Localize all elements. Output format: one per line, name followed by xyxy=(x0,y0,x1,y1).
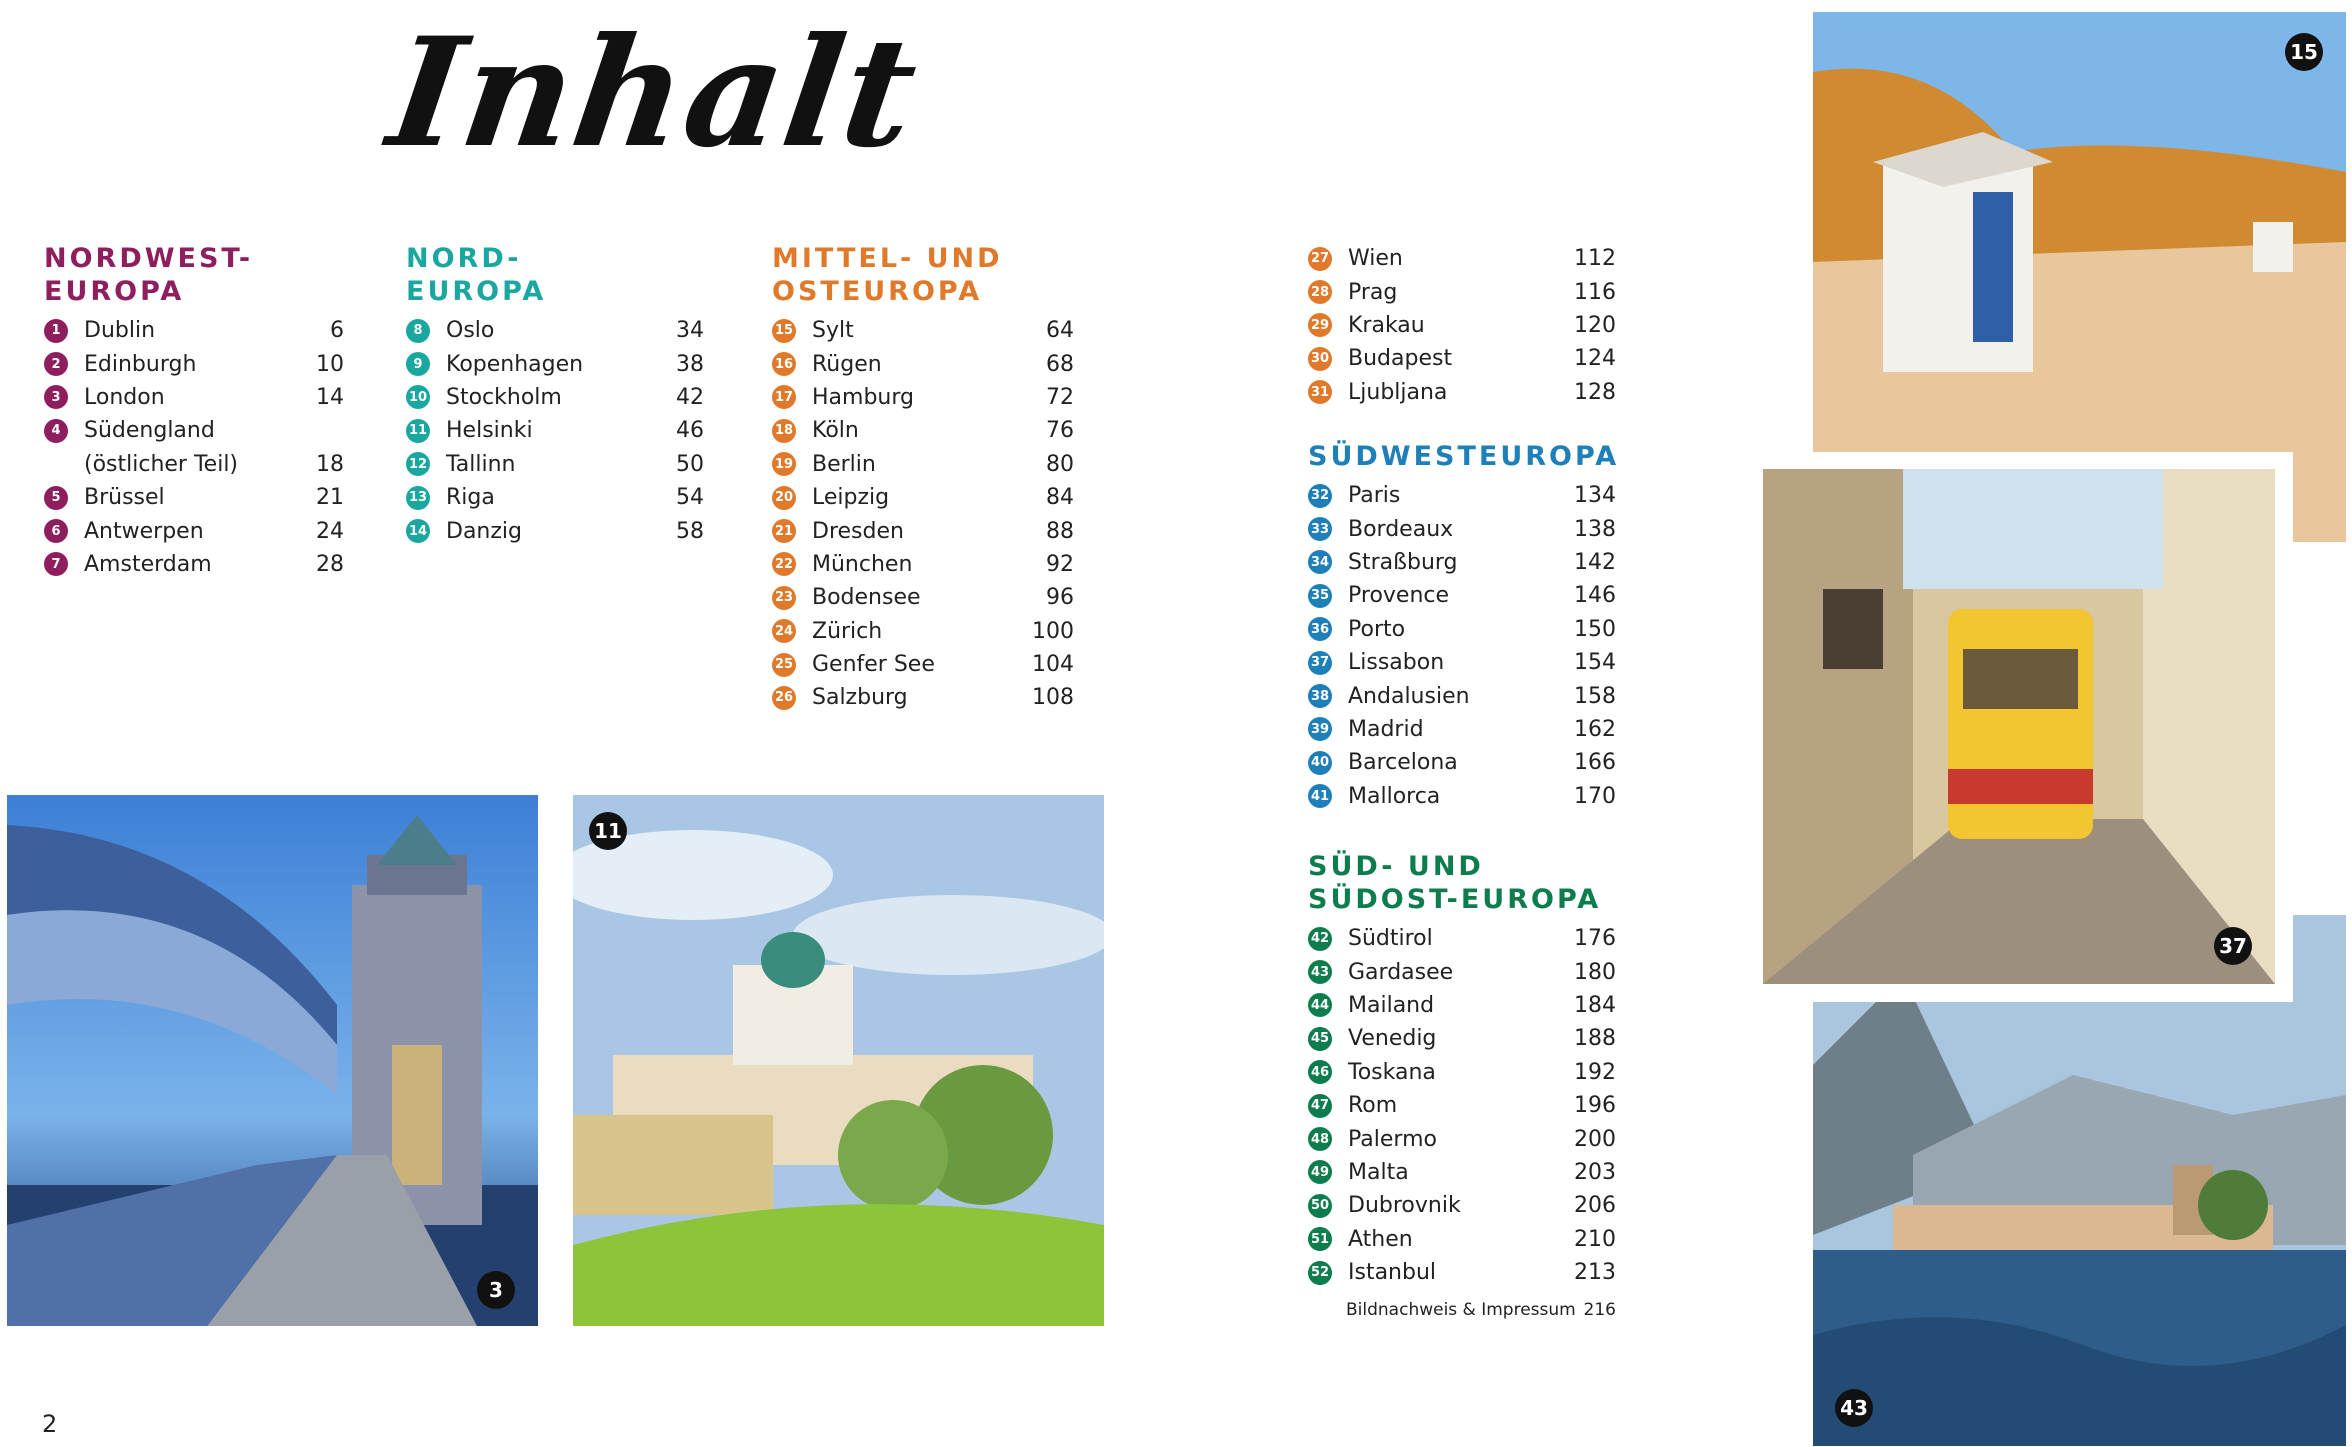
entry-name: Südengland xyxy=(84,418,215,444)
entry-number-badge: 2 xyxy=(44,352,68,376)
entry-page: 38 xyxy=(676,351,704,377)
section-heading xyxy=(44,242,344,308)
section-heading-line: EUROPA xyxy=(44,276,185,307)
entry-page: 34 xyxy=(676,318,704,344)
entry-page: 14 xyxy=(316,384,344,410)
entry-name: London xyxy=(84,384,165,410)
entry-page: 142 xyxy=(1574,549,1616,575)
entry-page: 206 xyxy=(1574,1193,1616,1219)
toc-entry xyxy=(772,414,1074,447)
toc-entry xyxy=(1308,989,1616,1022)
entry-page: 10 xyxy=(316,351,344,377)
toc-entry xyxy=(406,347,704,380)
entry-number-badge: 18 xyxy=(772,419,796,443)
entry-page: 46 xyxy=(676,418,704,444)
entry-name: Prag xyxy=(1348,279,1398,305)
toc-entry xyxy=(772,347,1074,380)
toc-entry xyxy=(772,381,1074,414)
entry-name: Dubrovnik xyxy=(1348,1193,1461,1219)
toc-entry xyxy=(1308,242,1616,275)
entry-name: Palermo xyxy=(1348,1126,1437,1152)
photo-badge-sylt: 15 xyxy=(2285,33,2323,71)
toc-entry xyxy=(406,448,704,481)
section-heading-line: SÜDWESTEUROPA xyxy=(1308,441,1620,472)
toc-entry xyxy=(1308,780,1616,813)
toc-entry xyxy=(406,414,704,447)
entry-name: Rügen xyxy=(812,351,882,377)
entry-page: 192 xyxy=(1574,1059,1616,1085)
entry-number-badge: 23 xyxy=(772,586,796,610)
entry-name-continued: (östlicher Teil) xyxy=(84,451,239,477)
entry-page: 188 xyxy=(1574,1026,1616,1052)
entry-number-badge: 39 xyxy=(1308,717,1332,741)
entry-page: 138 xyxy=(1574,516,1616,542)
entry-page: 108 xyxy=(1032,685,1074,711)
photo-lissabon xyxy=(1763,469,2275,984)
entry-number-badge: 12 xyxy=(406,452,430,476)
entry-name: Köln xyxy=(812,418,859,444)
entry-page: 203 xyxy=(1574,1159,1616,1185)
toc-entry xyxy=(44,314,344,347)
credits-label: Bildnachweis & Impressum xyxy=(1346,1300,1576,1320)
toc-entry xyxy=(1308,309,1616,342)
entry-number-badge: 35 xyxy=(1308,584,1332,608)
entry-number-badge: 3 xyxy=(44,385,68,409)
entry-number-badge: 33 xyxy=(1308,517,1332,541)
toc-entry xyxy=(44,381,344,414)
entry-number-badge: 26 xyxy=(772,686,796,710)
entry-page: 154 xyxy=(1574,650,1616,676)
credits-entry xyxy=(1346,1300,1616,1320)
entry-name: Hamburg xyxy=(812,384,914,410)
entry-number-badge: 32 xyxy=(1308,484,1332,508)
entry-number-badge: 51 xyxy=(1308,1227,1332,1251)
entry-name: Krakau xyxy=(1348,312,1425,338)
page-number: 2 xyxy=(42,1410,58,1438)
section-mittel-osteuropa-continued xyxy=(1308,242,1616,409)
section-nordeuropa xyxy=(406,242,704,548)
entry-page: 166 xyxy=(1574,750,1616,776)
entry-page: 120 xyxy=(1574,312,1616,338)
entry-page: 64 xyxy=(1046,318,1074,344)
entry-number-badge: 13 xyxy=(406,486,430,510)
entry-name: Provence xyxy=(1348,583,1450,609)
entry-number-badge: 5 xyxy=(44,486,68,510)
toc-entry xyxy=(1308,1223,1616,1256)
entry-number-badge: 24 xyxy=(772,619,796,643)
entry-name: München xyxy=(812,551,913,577)
entry-name: Genfer See xyxy=(812,652,935,678)
toc-entry xyxy=(1308,512,1616,545)
toc-entry xyxy=(1308,546,1616,579)
entry-number-badge: 14 xyxy=(406,519,430,543)
entry-page: 88 xyxy=(1046,518,1074,544)
section-heading xyxy=(1308,440,1620,473)
photo-london-tower-bridge xyxy=(7,795,538,1326)
section-heading-line: EUROPA xyxy=(406,276,547,307)
toc-entry xyxy=(1308,579,1616,612)
entry-number-badge: 10 xyxy=(406,385,430,409)
entry-name: Stockholm xyxy=(446,384,562,410)
entry-name: Budapest xyxy=(1348,346,1453,372)
entry-name: Rom xyxy=(1348,1093,1398,1119)
entry-page: 42 xyxy=(676,384,704,410)
photo-badge-london: 3 xyxy=(477,1271,515,1309)
entry-name: Berlin xyxy=(812,451,876,477)
photo-helsinki xyxy=(573,795,1104,1326)
entry-number-badge: 31 xyxy=(1308,380,1332,404)
lissabon-tram-illustration xyxy=(1763,469,2275,984)
entry-name: Lissabon xyxy=(1348,650,1445,676)
entry-name: Sylt xyxy=(812,318,854,344)
entry-number-badge: 50 xyxy=(1308,1194,1332,1218)
toc-entry xyxy=(1308,646,1616,679)
entry-page: 100 xyxy=(1032,618,1074,644)
toc-entry xyxy=(1308,746,1616,779)
toc-entry xyxy=(44,548,344,581)
entry-page: 92 xyxy=(1046,551,1074,577)
section-heading-line: SÜDOST-EUROPA xyxy=(1308,884,1602,915)
entry-page: 72 xyxy=(1046,384,1074,410)
entry-page: 76 xyxy=(1046,418,1074,444)
toc-entry xyxy=(772,514,1074,547)
entry-name: Andalusien xyxy=(1348,683,1470,709)
section-heading xyxy=(406,242,704,308)
entry-number-badge: 28 xyxy=(1308,280,1332,304)
toc-entry xyxy=(772,481,1074,514)
toc-entry xyxy=(772,448,1074,481)
entry-number-badge: 36 xyxy=(1308,617,1332,641)
entry-name: Antwerpen xyxy=(84,518,204,544)
section-nordwesteuropa xyxy=(44,242,344,581)
entry-name: Edinburgh xyxy=(84,351,197,377)
entry-page: 184 xyxy=(1574,992,1616,1018)
entry-page: 134 xyxy=(1574,483,1616,509)
entry-number-badge: 7 xyxy=(44,552,68,576)
entry-number-badge: 20 xyxy=(772,486,796,510)
entry-name: Malta xyxy=(1348,1159,1409,1185)
toc-entry xyxy=(772,581,1074,614)
entry-number-badge: 47 xyxy=(1308,1094,1332,1118)
toc-entry xyxy=(1308,342,1616,375)
entry-name: Riga xyxy=(446,485,495,511)
entry-number-badge: 41 xyxy=(1308,784,1332,808)
entry-page: 210 xyxy=(1574,1226,1616,1252)
entry-number-badge: 29 xyxy=(1308,313,1332,337)
entry-page: 124 xyxy=(1574,346,1616,372)
entry-name: Amsterdam xyxy=(84,551,212,577)
toc-entry xyxy=(406,514,704,547)
toc-entry xyxy=(1308,376,1616,409)
entry-name: Bodensee xyxy=(812,585,921,611)
photo-lissabon-frame xyxy=(1748,452,2293,1002)
entry-page: 162 xyxy=(1574,716,1616,742)
toc-entry xyxy=(1308,275,1616,308)
entry-name: Oslo xyxy=(446,318,495,344)
toc-entry xyxy=(1308,922,1616,955)
entry-page: 196 xyxy=(1574,1093,1616,1119)
entry-page: 21 xyxy=(316,485,344,511)
page-title: Inhalt xyxy=(379,5,929,181)
entry-page: 104 xyxy=(1032,652,1074,678)
section-heading xyxy=(772,242,1074,308)
entry-name: Mailand xyxy=(1348,992,1435,1018)
entry-number-badge: 43 xyxy=(1308,960,1332,984)
toc-entry xyxy=(1308,713,1616,746)
toc-entry xyxy=(1308,613,1616,646)
entry-page: 112 xyxy=(1574,246,1616,272)
entry-page: 58 xyxy=(676,518,704,544)
entry-name: Salzburg xyxy=(812,685,908,711)
entry-page: 28 xyxy=(316,551,344,577)
entry-name: Südtirol xyxy=(1348,926,1433,952)
entry-name: Dresden xyxy=(812,518,904,544)
entry-number-badge: 8 xyxy=(406,319,430,343)
toc-entry xyxy=(772,648,1074,681)
entry-number-badge: 19 xyxy=(772,452,796,476)
toc-entry xyxy=(44,514,344,547)
toc-entry xyxy=(406,481,704,514)
entry-page: 96 xyxy=(1046,585,1074,611)
entry-name: Porto xyxy=(1348,616,1406,642)
entry-page: 84 xyxy=(1046,485,1074,511)
entry-page: 150 xyxy=(1574,616,1616,642)
section-heading xyxy=(1308,850,1616,916)
entry-page: 158 xyxy=(1574,683,1616,709)
entry-number-badge: 15 xyxy=(772,319,796,343)
entry-number-badge: 42 xyxy=(1308,927,1332,951)
entry-name: Dublin xyxy=(84,318,156,344)
entry-number-badge: 30 xyxy=(1308,347,1332,371)
entry-number-badge: 37 xyxy=(1308,651,1332,675)
entry-page: 180 xyxy=(1574,959,1616,985)
entry-page: 200 xyxy=(1574,1126,1616,1152)
entry-number-badge: 27 xyxy=(1308,247,1332,271)
section-suedwesteuropa xyxy=(1308,440,1620,813)
entry-page: 146 xyxy=(1574,583,1616,609)
section-heading-line: NORDWEST- xyxy=(44,243,254,274)
entry-name: Brüssel xyxy=(84,485,165,511)
toc-entry xyxy=(1308,1156,1616,1189)
entry-number-badge: 1 xyxy=(44,319,68,343)
entry-number-badge: 22 xyxy=(772,552,796,576)
entry-name: Venedig xyxy=(1348,1026,1437,1052)
entry-number-badge: 16 xyxy=(772,352,796,376)
entry-name: Athen xyxy=(1348,1226,1413,1252)
entry-name: Leipzig xyxy=(812,485,890,511)
entry-page: 170 xyxy=(1574,783,1616,809)
entry-number-badge: 6 xyxy=(44,519,68,543)
toc-entry xyxy=(1308,955,1616,988)
entry-name: Gardasee xyxy=(1348,959,1454,985)
section-sued-suedosteuropa xyxy=(1308,850,1616,1289)
entry-name: Zürich xyxy=(812,618,883,644)
entry-page: 128 xyxy=(1574,379,1616,405)
entry-number-badge: 45 xyxy=(1308,1027,1332,1051)
entry-name: Barcelona xyxy=(1348,750,1458,776)
entry-number-badge: 17 xyxy=(772,385,796,409)
entry-number-badge: 34 xyxy=(1308,550,1332,574)
entry-number-badge: 4 xyxy=(44,419,68,443)
entry-number-badge: 9 xyxy=(406,352,430,376)
toc-entry xyxy=(772,548,1074,581)
photo-badge-helsinki: 11 xyxy=(589,812,627,850)
toc-entry xyxy=(1308,679,1616,712)
entry-number-badge: 44 xyxy=(1308,993,1332,1017)
entry-number-badge: 52 xyxy=(1308,1261,1332,1285)
credits-page: 216 xyxy=(1583,1300,1616,1320)
entry-name: Paris xyxy=(1348,483,1401,509)
entry-number-badge: 21 xyxy=(772,519,796,543)
toc-entry xyxy=(1308,1056,1616,1089)
entry-number-badge: 48 xyxy=(1308,1127,1332,1151)
toc-entry xyxy=(772,681,1074,714)
section-mittel-osteuropa xyxy=(772,242,1074,715)
entry-page: 54 xyxy=(676,485,704,511)
entry-page: 176 xyxy=(1574,926,1616,952)
entry-name: Madrid xyxy=(1348,716,1424,742)
toc-entry xyxy=(1308,479,1616,512)
entry-name: Mallorca xyxy=(1348,783,1441,809)
toc-entry xyxy=(44,347,344,380)
toc-entry xyxy=(406,381,704,414)
helsinki-illustration xyxy=(573,795,1104,1326)
entry-page: 80 xyxy=(1046,451,1074,477)
toc-entry xyxy=(44,481,344,514)
section-heading-line: NORD- xyxy=(406,243,522,274)
entry-name: Danzig xyxy=(446,518,522,544)
entry-name: Ljubljana xyxy=(1348,379,1448,405)
toc-entry xyxy=(1308,1022,1616,1055)
entry-name: Wien xyxy=(1348,246,1403,272)
entry-name: Toskana xyxy=(1348,1059,1436,1085)
entry-name: Helsinki xyxy=(446,418,533,444)
entry-page: 116 xyxy=(1574,279,1616,305)
entry-page: 50 xyxy=(676,451,704,477)
photo-badge-gardasee: 43 xyxy=(1835,1389,1873,1427)
section-heading-line: MITTEL- UND xyxy=(772,243,1003,274)
toc-entry xyxy=(1308,1122,1616,1155)
entry-number-badge: 46 xyxy=(1308,1060,1332,1084)
toc-entry xyxy=(1308,1189,1616,1222)
toc-entry xyxy=(772,615,1074,648)
toc-entry xyxy=(772,314,1074,347)
toc-entry-continuation xyxy=(44,448,344,481)
entry-number-badge: 40 xyxy=(1308,751,1332,775)
entry-name: Kopenhagen xyxy=(446,351,584,377)
entry-name: Tallinn xyxy=(446,451,516,477)
entry-number-badge: 49 xyxy=(1308,1160,1332,1184)
entry-name: Bordeaux xyxy=(1348,516,1454,542)
entry-page: 18 xyxy=(316,451,344,477)
section-heading-line: SÜD- UND xyxy=(1308,851,1484,882)
entry-page: 6 xyxy=(330,318,344,344)
entry-number-badge: 38 xyxy=(1308,684,1332,708)
entry-page: 213 xyxy=(1574,1260,1616,1286)
toc-entry xyxy=(406,314,704,347)
toc-entry xyxy=(44,414,344,447)
entry-page: 68 xyxy=(1046,351,1074,377)
entry-page: 24 xyxy=(316,518,344,544)
entry-name: Istanbul xyxy=(1348,1260,1437,1286)
entry-name: Straßburg xyxy=(1348,549,1458,575)
entry-number-badge: 11 xyxy=(406,419,430,443)
photo-badge-lissabon: 37 xyxy=(2214,927,2252,965)
toc-entry xyxy=(1308,1089,1616,1122)
toc-entry xyxy=(1308,1256,1616,1289)
section-heading-line: OSTEUROPA xyxy=(772,276,983,307)
entry-number-badge: 25 xyxy=(772,653,796,677)
tower-bridge-illustration xyxy=(7,795,538,1326)
